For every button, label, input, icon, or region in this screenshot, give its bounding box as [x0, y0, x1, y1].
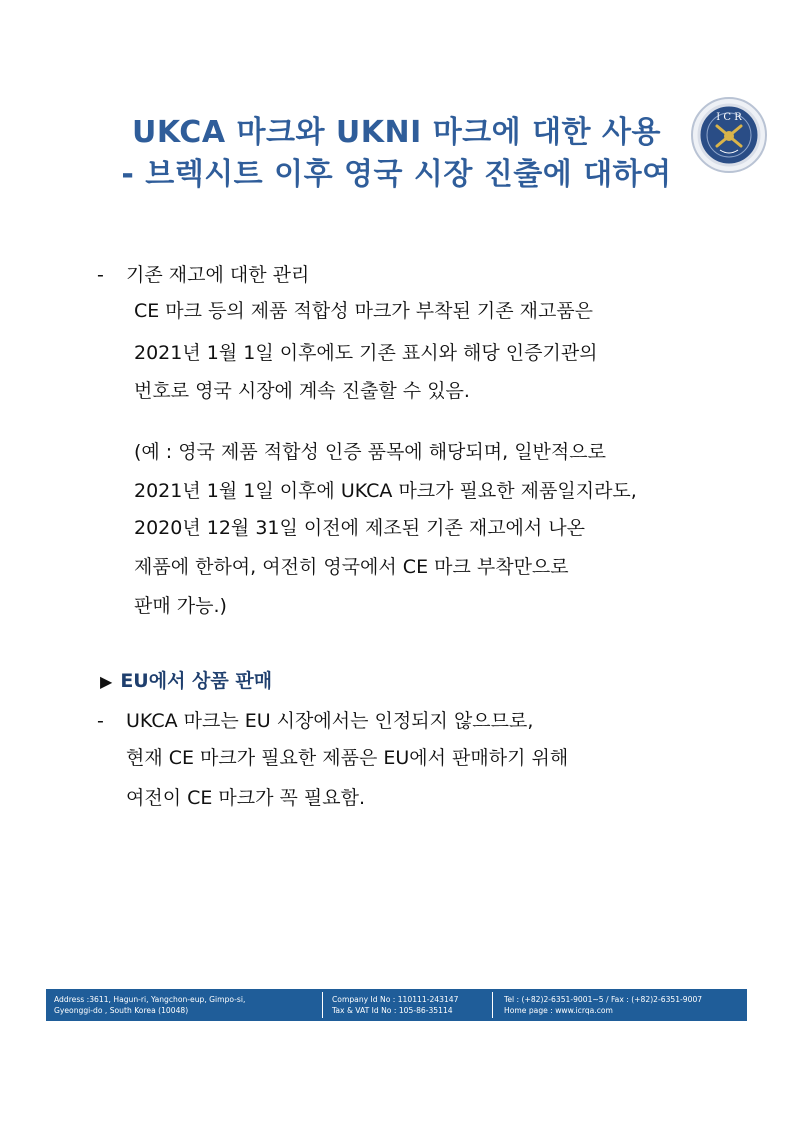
footer-address-line: Address :3611, Hagun-ri, Yangchon-eup, Gimpo-si, — [54, 995, 246, 1004]
example-line: (예 : 영국 제품 적합성 인증 품목에 해당되며, 일반적으로 — [134, 441, 606, 463]
section2-dash: - — [97, 710, 104, 732]
section2-body-line: UKCA 마크는 EU 시장에서는 인정되지 않으므로, — [126, 710, 534, 732]
section2-body-line: 여전이 CE 마크가 꼭 필요함. — [126, 787, 366, 809]
section1-body-line: 번호로 영국 시장에 계속 진출할 수 있음. — [134, 380, 470, 402]
footer-divider — [492, 992, 493, 1018]
footer-divider — [322, 992, 323, 1018]
section2-body-line: 현재 CE 마크가 필요한 제품은 EU에서 판매하기 위해 — [126, 747, 569, 769]
footer-address — [54, 994, 245, 1016]
footer-homepage: Home page : www.icrqa.com — [504, 1006, 613, 1015]
document-title — [0, 112, 793, 196]
footer-bar — [46, 989, 747, 1021]
section2-heading — [100, 668, 272, 695]
footer-contact — [504, 994, 702, 1016]
title-line-2: - 브렉시트 이후 영국 시장 진출에 대하여 — [121, 157, 672, 192]
example-line: 판매 가능.) — [134, 595, 227, 617]
example-line: 2021년 1월 1일 이후에 UKCA 마크가 필요한 제품일지라도, — [134, 480, 637, 502]
section2-heading-text: EU에서 상품 판매 — [120, 670, 273, 692]
title-line-1: UKCA 마크와 UKNI 마크에 대한 사용 — [132, 115, 661, 150]
section1-body-line: 2021년 1월 1일 이후에도 기존 표시와 해당 인증기관의 — [134, 342, 598, 364]
footer-tel: Tel : (+82)2-6351-9001~5 / Fax : (+82)2-6351-9007 — [504, 995, 703, 1004]
footer-tax-id: Tax & VAT Id No : 105-86-35114 — [332, 1006, 453, 1015]
section1-body-line: CE 마크 등의 제품 적합성 마크가 부착된 기존 재고품은 — [134, 300, 594, 322]
triangle-bullet-icon: ▶ — [100, 672, 113, 691]
section1-heading: 기존 재고에 대한 관리 — [126, 264, 310, 286]
example-line: 제품에 한하여, 여전히 영국에서 CE 마크 부착만으로 — [134, 556, 569, 578]
footer-address-line: Gyeonggi-do , South Korea (10048) — [54, 1006, 189, 1015]
footer-company-id: Company Id No : 110111-243147 — [332, 995, 459, 1004]
icr-seal-logo — [690, 96, 768, 174]
example-line: 2020년 12월 31일 이전에 제조된 기존 재고에서 나온 — [134, 517, 586, 539]
footer-company-ids — [332, 994, 458, 1016]
svg-text:I C R: I C R — [716, 112, 742, 123]
section1-dash: - — [97, 264, 104, 286]
